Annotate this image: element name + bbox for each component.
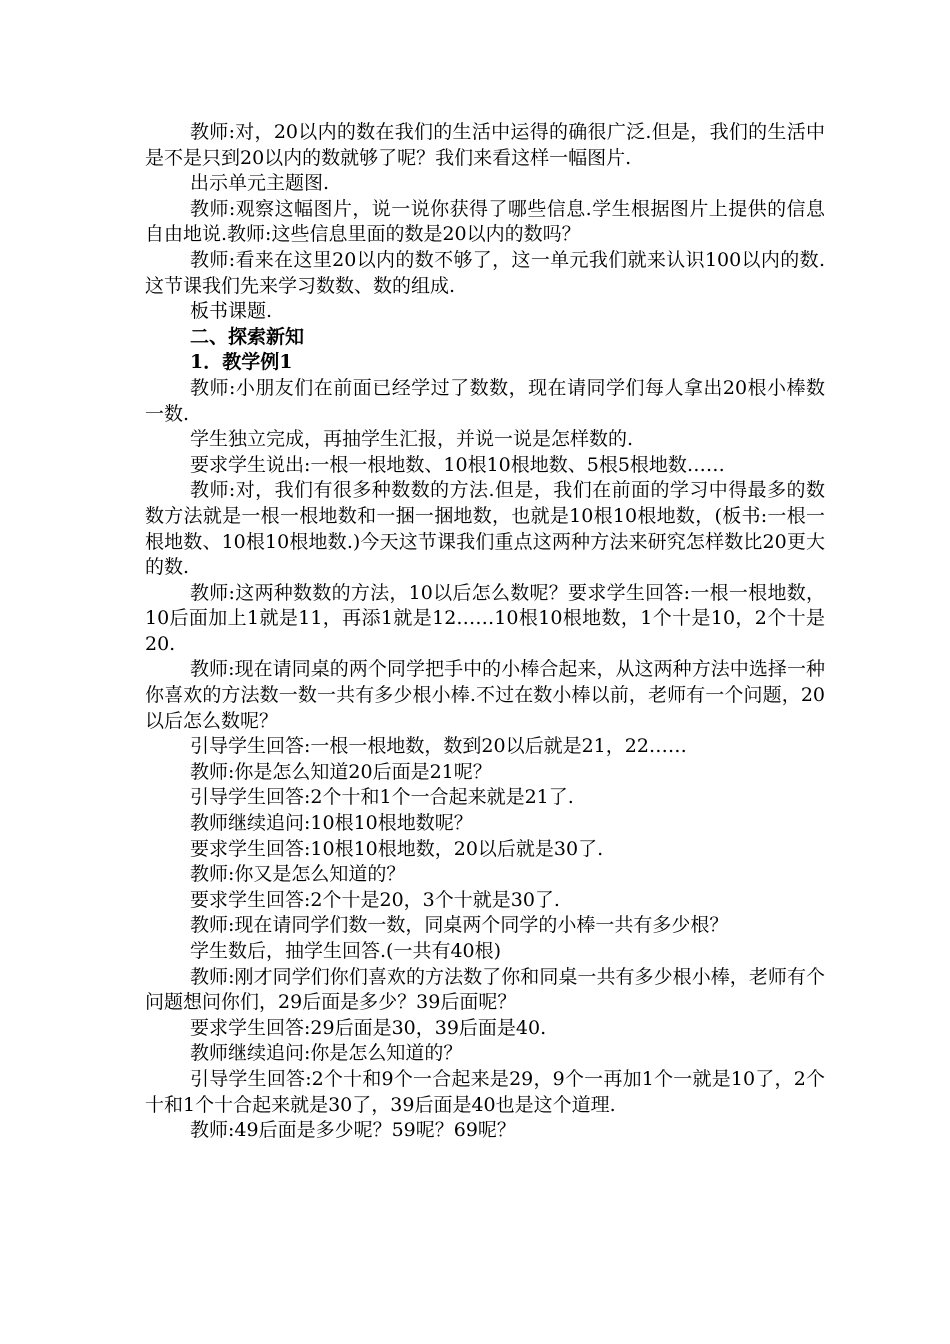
paragraph: 引导学生回答:一根一根地数，数到20以后就是21，22…… bbox=[190, 735, 687, 758]
paragraph: 学生独立完成，再抽学生汇报，并说一说是怎样数的. bbox=[190, 428, 634, 451]
paragraph: 教师:小朋友们在前面已经学过了数数，现在请同学们每人拿出20根小棒数一数. bbox=[145, 376, 825, 425]
paragraph: 要求学生回答:10根10根地数，20以后就是30了. bbox=[190, 837, 604, 860]
paragraph: 教师:你是怎么知道20后面是21呢？ bbox=[190, 760, 492, 783]
paragraph: 教师:你又是怎么知道的？ bbox=[190, 863, 406, 886]
paragraph: 教师继续追问:10根10根地数呢？ bbox=[190, 812, 473, 835]
paragraph: 教师:49后面是多少呢？59呢？69呢？ bbox=[190, 1119, 516, 1142]
paragraph: 要求学生回答:2个十是20，3个十就是30了. bbox=[190, 888, 560, 911]
paragraph: 引导学生回答:2个十和9个一合起来是29，9个一再加1个一就是10了，2个十和1个十合起来就是30了，39后面是40也是这个道理. bbox=[145, 1067, 825, 1116]
paragraph: 要求学生说出:一根一根地数、10根10根地数、5根5根地数…… bbox=[190, 453, 725, 476]
paragraph: 教师:刚才同学们你们喜欢的方法数了你和同桌一共有多少根小棒，老师有个问题想问你们，29后面是多少？39后面呢？ bbox=[145, 965, 825, 1014]
paragraph: 引导学生回答:2个十和1个一合起来就是21了. bbox=[190, 786, 574, 809]
paragraph: 教师:这两种数数的方法，10以后怎么数呢？要求学生回答:一根一根地数，10后面加上1就是11，再添1就是12……10根10根地数，1个十是10，2个十是20. bbox=[145, 581, 825, 655]
document-body bbox=[145, 120, 825, 1144]
paragraph: 教师继续追问:你是怎么知道的？ bbox=[190, 1042, 463, 1065]
paragraph: 教师:观察这幅图片，说一说你获得了哪些信息.学生根据图片上提供的信息自由地说.教师:这些信息里面的数是20以内的数吗？ bbox=[145, 197, 825, 246]
section-heading: 1．教学例1 bbox=[190, 351, 293, 374]
paragraph: 出示单元主题图. bbox=[190, 172, 330, 195]
paragraph: 教师:对，20以内的数在我们的生活中运得的确很广泛.但是，我们的生活中是不是只到20以内的数就够了呢？我们来看这样一幅图片. bbox=[145, 121, 825, 169]
paragraph: 板书课题. bbox=[190, 300, 273, 323]
paragraph: 教师:现在请同桌的两个同学把手中的小棒合起来，从这两种方法中选择一种你喜欢的方法数一数一共有多少根小棒.不过在数小棒以前，老师有一个问题，20以后怎么数呢？ bbox=[145, 658, 825, 732]
paragraph: 教师:对，我们有很多种数数的方法.但是，我们在前面的学习中得最多的数数方法就是一根一根地数和一捆一捆地数，也就是10根10根地数，(板书:一根一根地数、10根10根地数.)今天这节课我们重点这两种方法来研究怎样数比20更大的数. bbox=[145, 479, 825, 579]
section-heading: 二、探索新知 bbox=[190, 325, 305, 348]
paragraph: 学生数后，抽学生回答.(一共有40根) bbox=[190, 940, 502, 962]
paragraph: 教师:现在请同学们数一数，同桌两个同学的小棒一共有多少根？ bbox=[190, 914, 729, 937]
paragraph: 教师:看来在这里20以内的数不够了，这一单元我们就来认识100以内的数.这节课我们先来学习数数、数的组成. bbox=[145, 248, 825, 297]
paragraph: 要求学生回答:29后面是30，39后面是40. bbox=[190, 1016, 547, 1039]
